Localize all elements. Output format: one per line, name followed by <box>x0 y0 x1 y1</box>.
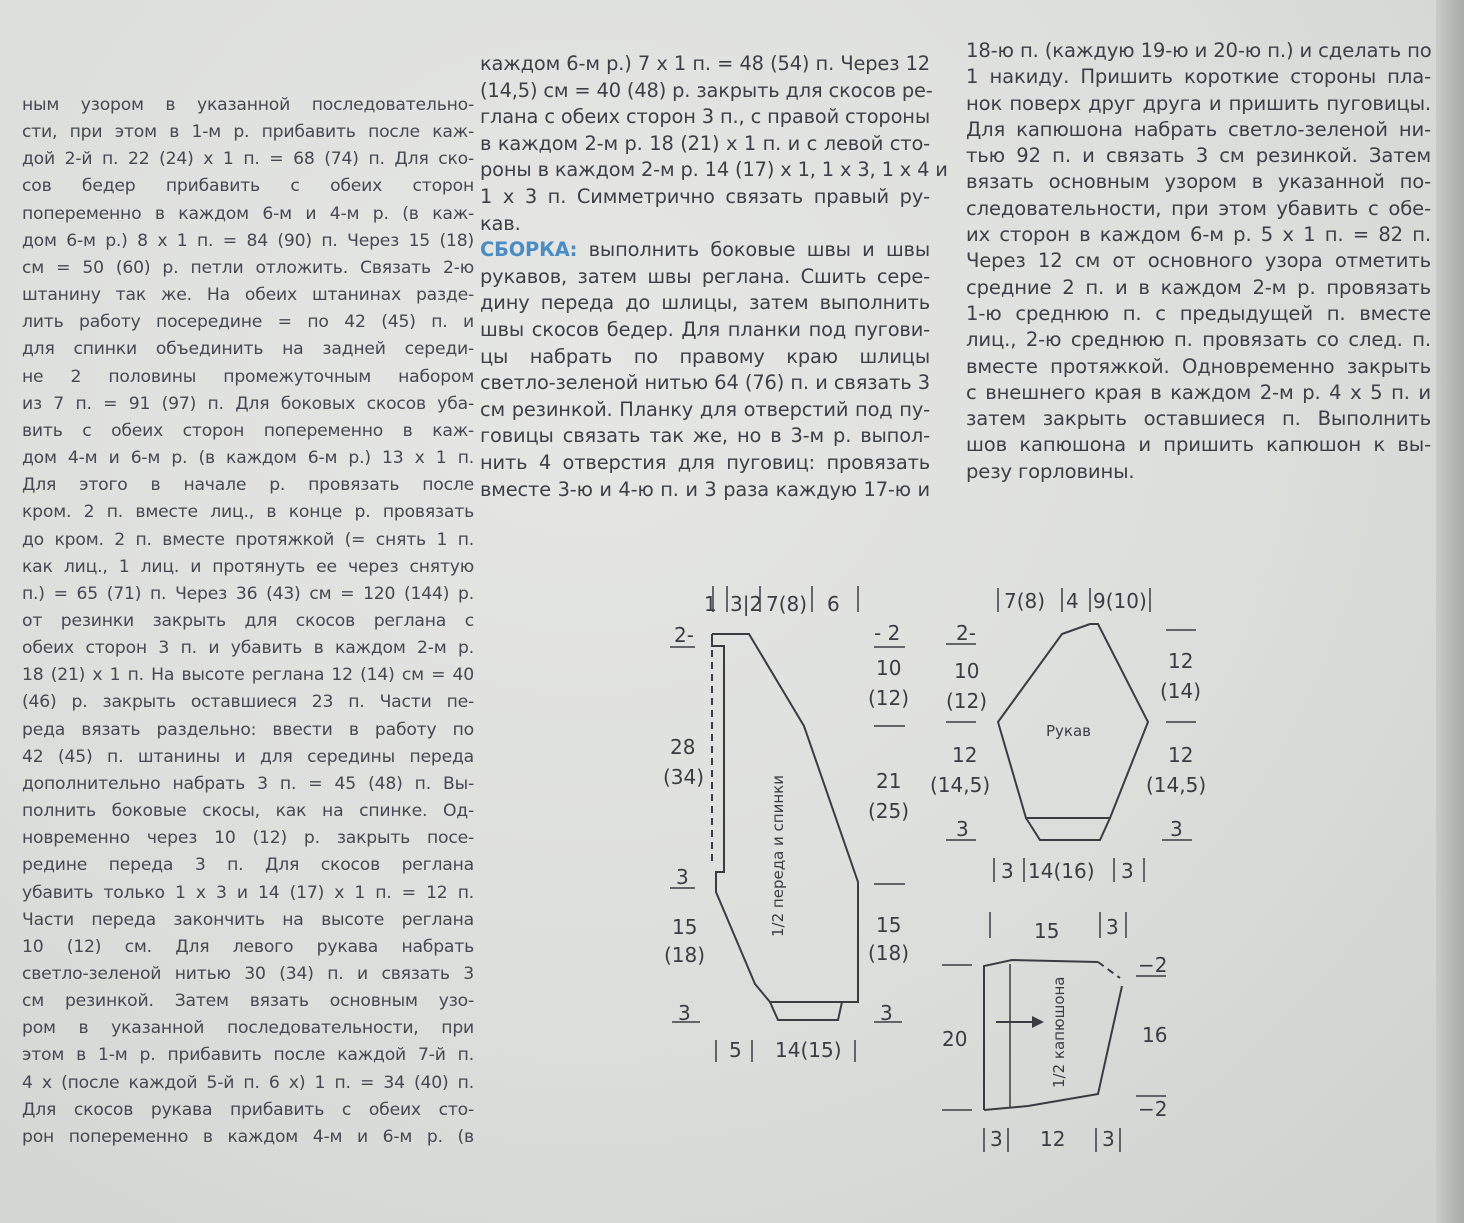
hood-top-3: 3 <box>1106 915 1119 939</box>
sleeve-right-3: 3 <box>1170 817 1183 841</box>
text-line: от резинки закрыть для скосов реглана с <box>22 610 474 631</box>
sleeve-top-78: 7(8) <box>1004 589 1046 613</box>
hood-caption: 1/2 капюшона <box>1050 976 1068 1088</box>
text-line: светло-зеленой нитью 30 (34) п. и связать 3 <box>22 964 474 984</box>
body-left-28: 28 <box>670 735 696 759</box>
text-line: шов капюшона и пришить капюшон к вы- <box>966 433 1431 457</box>
text-line: Для скосов рукава прибавить с обеих сто- <box>22 1099 474 1120</box>
text-line: говицы связать так же, но в 3-м р. выпол- <box>480 424 930 448</box>
body-right-21: 21 <box>876 769 902 793</box>
hood-right-2a: −2 <box>1138 953 1168 977</box>
body-left-18: (18) <box>664 943 706 967</box>
hood-left-20: 20 <box>942 1027 968 1051</box>
hood-top-15: 15 <box>1034 919 1060 943</box>
text-line: см = 50 (60) р. петли отложить. Связать 2-ю <box>22 257 474 278</box>
text-line: дом 4-м и 6-м р. (в каждом 6-м р.) 13 х 1 п. <box>22 448 474 469</box>
text-line: каждом 6-м р.) 7 х 1 п. = 48 (54) п. Через 12 <box>480 52 930 75</box>
text-line: 18 (21) х 1 п. На высоте реглана 12 (14) см = 40 <box>22 665 474 686</box>
body-caption: 1/2 переда и спинки <box>769 775 787 937</box>
body-right-18: (18) <box>868 941 910 965</box>
text-line: в каждом 2-м р. 18 (21) х 1 п. и с левой сто- <box>480 131 930 155</box>
body-top-1: 1 <box>704 592 717 616</box>
text-line: 1 х 3 п. Симметрично связать правый ру- <box>480 184 930 208</box>
text-line: цы набрать по правому краю шлицы <box>480 344 930 368</box>
text-line: с внешнего края в каждом 2-м р. 4 х 5 п. и <box>966 380 1431 404</box>
text-line: роны в каждом 2-м р. 14 (17) х 1, 1 х 3, 1 х 4 и <box>480 158 948 182</box>
sleeve-left-2: 2- <box>956 621 976 645</box>
text-line: кав. <box>480 211 521 235</box>
sleeve-right-12: 12 <box>1168 649 1194 673</box>
body-left-2: 2- <box>674 623 694 647</box>
assembly-first-text: выполнить боковые швы и швы <box>588 238 930 262</box>
text-line: Для капюшона набрать светло-зеленой ни- <box>966 117 1431 141</box>
page-spine-shadow <box>1436 0 1464 1223</box>
body-right-12: (12) <box>868 686 910 710</box>
hood-pattern <box>942 912 1167 1152</box>
hood-right-16: 16 <box>1142 1023 1168 1047</box>
text-line: попеременно в каждом 6-м и 4-м р. (в каж- <box>22 203 474 224</box>
sleeve-right-145: (14,5) <box>1146 773 1207 797</box>
text-line: сти, при этом в 1-м р. прибавить после каж- <box>22 122 474 143</box>
text-line: Для этого в начале р. провязать после <box>22 475 474 496</box>
text-line: полнить боковые скосы, как на спинке. Од- <box>22 801 474 822</box>
sleeve-bottom-3b: 3 <box>1121 859 1134 883</box>
text-line: глана с обеих сторон 3 п., с правой стороны <box>480 105 930 129</box>
text-line: до кром. 2 п. вместе протяжкой (= снять 1 п. <box>22 529 474 550</box>
sleeve-top-4: 4 <box>1066 589 1079 613</box>
sleeve-caption: Рукав <box>1046 722 1092 740</box>
text-line: рон попеременно в каждом 4-м и 6-м р. (в <box>22 1126 474 1147</box>
text-line: дом 6-м р.) 8 х 1 п. = 84 (90) п. Через 15 (18) <box>22 230 474 251</box>
text-line: (46) р. закрыть оставшиеся 23 п. Части пе- <box>22 692 474 713</box>
hood-bottom-12: 12 <box>1040 1127 1066 1151</box>
text-line: швы скосов бедер. Для планки под пугови- <box>480 317 930 341</box>
text-line: штанину так же. На обеих штанинах разде- <box>22 285 474 306</box>
sleeve-left-3: 3 <box>956 817 969 841</box>
body-bottom-14: 14(15) <box>775 1038 842 1062</box>
text-line: лить работу посередине = по 42 (45) п. и <box>22 312 474 333</box>
text-line: следовательности, при этом убавить с обе- <box>966 196 1431 220</box>
body-top-6: 6 <box>827 592 840 616</box>
text-line: обеих сторон 3 п. и убавить в каждом 2-м р. <box>22 638 474 659</box>
body-pattern <box>663 586 909 1062</box>
text-line: см резинкой. Затем вязать основным узо- <box>22 991 474 1012</box>
sleeve-bottom-3a: 3 <box>1001 859 1014 883</box>
assembly-heading: СБОРКА: <box>480 238 578 262</box>
text-line: 4 х (после каждой 5-й п. 6 х) 1 п. = 34 (40) п. <box>22 1072 474 1093</box>
text-line: рукавов, затем швы реглана. Сшить сере- <box>480 264 930 288</box>
body-right-10: 10 <box>876 656 902 680</box>
text-line: вязать основным узором в указанной по- <box>966 170 1431 194</box>
text-line: вместе 3-ю и 4-ю п. и 3 раза каждую 17-ю и <box>480 477 930 501</box>
hood-bottom-3b: 3 <box>1102 1127 1115 1151</box>
text-line: лиц., 2-ю среднюю п. провязать со след. п. <box>966 328 1431 352</box>
hood-bottom-3a: 3 <box>990 1127 1003 1151</box>
text-line: нить 4 отверстия для пуговиц: провязать <box>480 450 930 474</box>
text-line: вить с обеих сторон попеременно в каж- <box>22 420 474 441</box>
text-line: Части переда закончить на высоте реглана <box>22 909 474 930</box>
text-line: светло-зеленой нитью 64 (76) п. и связать 3 <box>480 371 930 395</box>
text-line: как лиц., 1 лиц. и протянуть ее через снятую <box>22 556 474 577</box>
sleeve-pattern <box>930 588 1206 883</box>
body-right-15: 15 <box>876 913 902 937</box>
text-line: 1 накиду. Пришить короткие стороны пла- <box>966 65 1431 89</box>
sleeve-right-12b: 12 <box>1168 743 1194 767</box>
text-line: реда вязать раздельно: ввести в работу по <box>22 719 474 740</box>
sleeve-left-12: 12 <box>952 743 978 767</box>
sleeve-left-145: (14,5) <box>930 773 991 797</box>
text-line: п.) = 65 (71) п. Через 36 (43) см = 120 (144) р. <box>22 583 474 604</box>
text-line: тью 92 п. и связать 3 см резинкой. Затем <box>966 144 1431 168</box>
text-line: новременно через 10 (12) р. закрыть посе- <box>22 828 474 849</box>
body-top-78: 7(8) <box>766 592 808 616</box>
text-line: средние 2 п. и в каждом 2-м р. провязать <box>966 275 1431 299</box>
text-line: ным узором в указанной последовательно- <box>22 95 474 115</box>
text-line: 10 (12) см. Для левого рукава набрать <box>22 936 474 957</box>
text-line: редине переда 3 п. Для скосов реглана <box>22 855 474 876</box>
hood-right-2b: −2 <box>1138 1097 1168 1121</box>
text-line: для спинки объединить на задней середи- <box>22 339 474 360</box>
text-line: затем закрыть оставшиеся п. Выполнить <box>966 407 1431 431</box>
text-line: из 7 п. = 91 (97) п. Для боковых скосов уба- <box>22 393 474 414</box>
body-left-34: (34) <box>663 765 705 789</box>
body-left-15: 15 <box>672 915 698 939</box>
text-line: (14,5) см = 40 (48) р. закрыть для скосов ре- <box>480 78 933 102</box>
text-line: вместе протяжкой. Одновременно закрыть <box>966 354 1431 378</box>
text-line: дой 2-й п. 22 (24) х 1 п. = 68 (74) п. Для ско- <box>22 149 474 170</box>
text-line: дину переда до шлицы, затем выполнить <box>480 291 930 315</box>
text-line: нок поверх друг друга и пришить пуговицы. <box>966 91 1431 115</box>
sleeve-right-14: (14) <box>1160 679 1202 703</box>
body-left-3a: 3 <box>676 865 689 889</box>
sleeve-left-10: 10 <box>954 659 980 683</box>
text-line: 1-ю среднюю п. с предыдущей п. вместе <box>966 301 1431 325</box>
text-line: дополнительно набрать 3 п. = 45 (48) п. Вы- <box>22 773 474 794</box>
body-right-25: (25) <box>868 799 910 823</box>
body-top-32: 3|2 <box>730 592 763 616</box>
text-line: резу горловины. <box>966 459 1135 483</box>
sleeve-left-12p: (12) <box>946 689 988 713</box>
text-line: этом в 1-м р. прибавить после каждой 7-й п. <box>22 1045 474 1066</box>
sleeve-top-910: 9(10) <box>1093 589 1147 613</box>
body-bottom-5: 5 <box>729 1038 742 1062</box>
text-line: убавить только 1 х 3 и 14 (17) х 1 п. = 12 п. <box>22 882 474 903</box>
sleeve-bottom-1416: 14(16) <box>1028 859 1095 883</box>
text-line: 18-ю п. (каждую 19-ю и 20-ю п.) и сделать по <box>966 39 1432 62</box>
body-right-2: - 2 <box>874 621 901 645</box>
body-right-3: 3 <box>880 1001 893 1025</box>
text-line: кром. 2 п. вместе лиц., в конце р. провязать <box>22 502 474 523</box>
text-line: ром в указанной последовательности, при <box>22 1018 474 1039</box>
text-line: см резинкой. Планку для отверстий под пу- <box>480 397 930 421</box>
text-line: их сторон в каждом 6-м р. 5 х 1 п. = 82 п. <box>966 223 1431 247</box>
text-line: сов бедер прибавить с обеих сторон <box>22 176 474 197</box>
text-line: Через 12 см от основного узора отметить <box>966 249 1431 273</box>
text-line: не 2 половины промежуточным набором <box>22 366 474 387</box>
text-line: 42 (45) п. штанины и для середины переда <box>22 746 474 767</box>
body-left-3b: 3 <box>678 1001 691 1025</box>
